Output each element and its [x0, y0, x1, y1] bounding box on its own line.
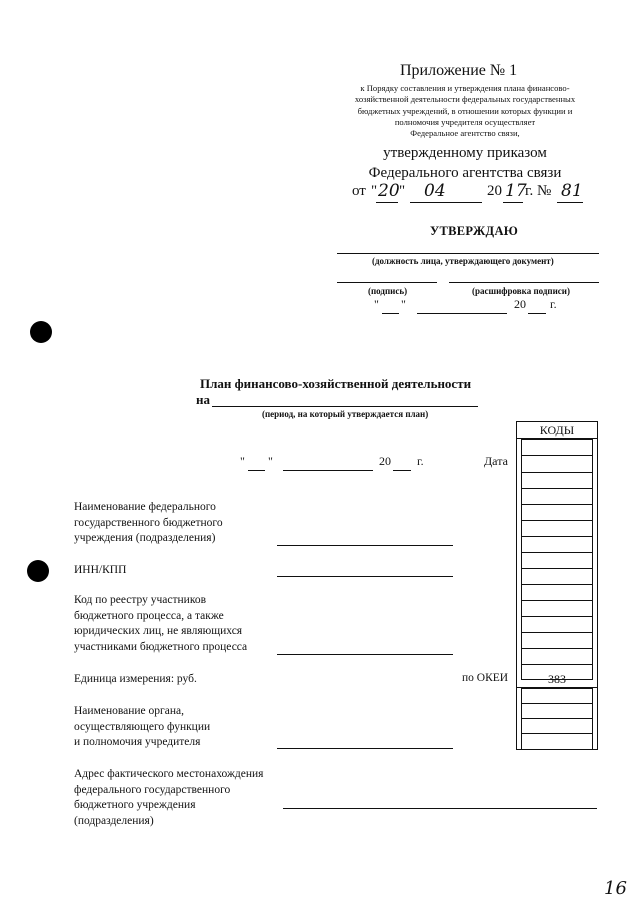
- quote-close: ": [401, 297, 406, 311]
- codes-header: КОДЫ: [517, 422, 597, 439]
- approval-date-row: [374, 297, 574, 317]
- registry-code-label: [74, 593, 247, 655]
- label-line: государственного бюджетного: [74, 516, 223, 529]
- codes-cell: [521, 703, 593, 719]
- position-line: [337, 253, 599, 254]
- label-line: осуществляющего функции: [74, 720, 211, 733]
- page-number: 16: [604, 878, 627, 899]
- punch-hole-top: [30, 321, 52, 343]
- order-day: 20: [378, 181, 400, 201]
- quote-open: ": [240, 454, 245, 468]
- appendix-subtitle: [330, 83, 600, 139]
- quote-close: ": [268, 454, 273, 468]
- founder-body-line: [277, 748, 453, 749]
- approval-title: УТВЕРЖДАЮ: [430, 224, 519, 238]
- codes-cell: [521, 536, 593, 553]
- label-line: учреждения (подразделения): [74, 532, 216, 545]
- order-number: 81: [561, 181, 583, 201]
- approval-year-suffix: г.: [550, 297, 557, 311]
- inn-kpp-label: ИНН/КПП: [74, 564, 127, 576]
- registry-code-line: [277, 654, 453, 655]
- okei-label: по ОКЕИ: [462, 672, 509, 684]
- institution-name-line: [277, 545, 453, 546]
- appendix-subtitle-line: хозяйственной деятельности федеральных государственных: [354, 94, 576, 105]
- appendix-subtitle-line: к Порядку составления и утверждения плана финансово-: [360, 83, 570, 93]
- codes-cell: [521, 733, 593, 750]
- label-line: участниками бюджетного процесса: [74, 640, 248, 653]
- label-line: Наименование федерального: [74, 501, 216, 513]
- label-line: Код по реестру участников: [74, 594, 207, 606]
- order-number-prefix: г. №: [525, 183, 552, 199]
- signature-caption: (подпись): [368, 286, 408, 296]
- codes-cell: [521, 616, 593, 633]
- order-year-prefix: 20: [487, 183, 502, 199]
- position-caption: (должность лица, утверждающего документ): [372, 256, 554, 266]
- label-line: федерального государственного: [74, 783, 231, 796]
- codes-cell: [521, 632, 593, 649]
- signature-line: [337, 282, 437, 283]
- codes-cell: [521, 648, 593, 665]
- codes-cell: [521, 439, 593, 456]
- decode-line: [449, 282, 599, 283]
- date-label: Дата: [484, 454, 508, 468]
- plan-year-suffix: г.: [417, 454, 424, 468]
- label-line: бюджетного учреждения: [74, 799, 196, 812]
- codes-cell: [521, 688, 593, 704]
- quote-open: ": [371, 183, 378, 199]
- approved-line: утвержденному приказом: [383, 145, 547, 161]
- appendix-subtitle-line: полномочия учредителя осуществляет: [394, 116, 536, 127]
- order-date-row: [352, 183, 612, 205]
- inn-kpp-line: [277, 576, 453, 577]
- label-line: и полномочия учредителя: [74, 736, 201, 749]
- unit-label: Единица измерения: руб.: [74, 673, 197, 685]
- plan-year-prefix: 20: [379, 454, 391, 468]
- plan-date-row: [240, 454, 440, 474]
- appendix-subtitle-line: Федеральное агентство связи,: [410, 128, 520, 139]
- approved-line: Федерального агентства связи: [368, 165, 562, 181]
- codes-cell: [521, 718, 593, 734]
- label-line: Наименование органа,: [74, 705, 184, 717]
- decode-caption: (расшифровка подписи): [472, 286, 570, 296]
- order-prefix: от: [352, 183, 366, 199]
- founder-body-label: [74, 704, 210, 751]
- approval-year-prefix: 20: [514, 297, 526, 311]
- label-line: Адрес фактического местонахождения: [74, 768, 264, 780]
- institution-name-label: [74, 500, 223, 547]
- codes-cell: [521, 472, 593, 489]
- okei-code: 383: [517, 672, 597, 688]
- quote-close: ": [399, 183, 406, 199]
- codes-cell: [521, 600, 593, 617]
- quote-open: ": [374, 297, 379, 311]
- punch-hole-bottom: [27, 560, 49, 582]
- approved-by-order: [340, 143, 590, 183]
- codes-cell: [521, 488, 593, 505]
- label-line: (подразделения): [74, 814, 154, 827]
- appendix-subtitle-line: бюджетных учреждений, в отношении которых функции и: [357, 105, 573, 116]
- period-caption: (период, на который утверждается план): [262, 409, 429, 419]
- plan-on-label: на: [196, 392, 210, 407]
- label-line: бюджетного процесса, а также: [74, 609, 224, 622]
- codes-table: [516, 421, 598, 750]
- codes-cell-date: [521, 455, 593, 473]
- order-month: 04: [424, 181, 446, 201]
- plan-title: План финансово-хозяйственной деятельности: [200, 376, 472, 391]
- label-line: юридических лиц, не являющихся: [74, 625, 243, 638]
- codes-cell: [521, 552, 593, 569]
- codes-cell: [521, 584, 593, 601]
- codes-cell: [521, 520, 593, 537]
- address-line: [283, 808, 597, 809]
- period-line: [212, 406, 478, 407]
- address-label: [74, 767, 263, 829]
- codes-cell: [521, 568, 593, 585]
- codes-cell: [521, 504, 593, 521]
- order-year-suffix: 17: [505, 181, 527, 201]
- appendix-title: Приложение № 1: [400, 62, 518, 79]
